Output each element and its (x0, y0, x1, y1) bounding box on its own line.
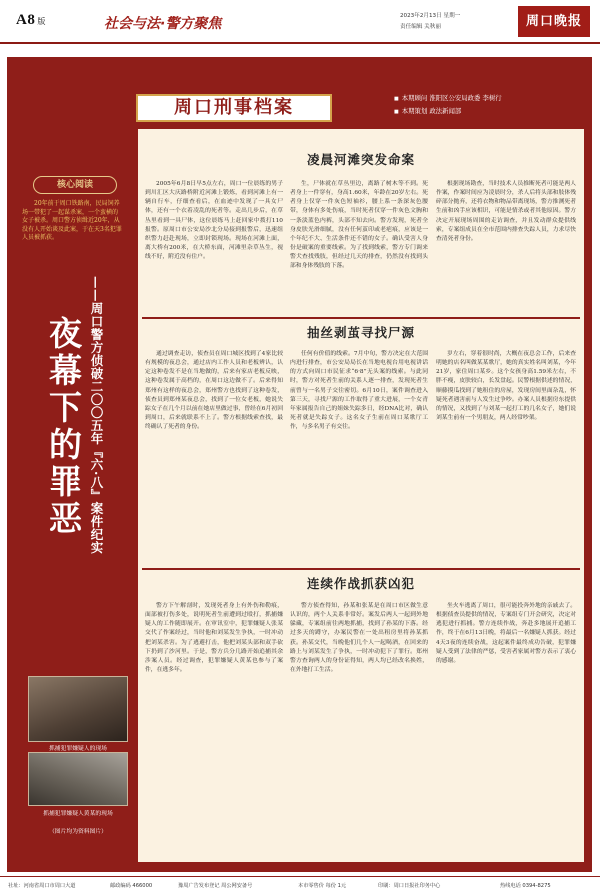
summary-text: 20年前于周口铁路南，民局饲养场一带犯了一起谋杀案，一个蛮横的女子被杀。周口警方侦缉近20年，从没有人开始谈及此案，于在天3名犯罪人员被抓获。 (22, 200, 122, 242)
page-footer (0, 876, 600, 893)
section2-col1: 通过调查走访，侦查员在周口城区找到了4家比较有规模的夜总会，通过店内工作人员和老板辨认，认定这种卷发不是在当地做的，后来有家店老板反映，这种卷发属于高档的，在周口这边做不了。后来得知郑州有这样的夜总会，郑州警方也找到了这种卷发，侦查员到郑州某夜总会，找到了一位女老板，她说失踪女子在几个月以前在她店里做过事，曾经在6月初回到周口，后来就联系不上了。警方根据线索查找，最终确认了死者的身份。 (145, 351, 283, 431)
section2-col2: 任何有价值的线索。7月中旬，警方决定在大范围内进行排查，市公安局局长在当地电视台用电视讲话的方式向周口市民征求“6·8”无头案的线索。与此同时，警方对死者生前的关系人逐一排查，发现死者生前曾与一名男子交往密切。6月10日，案件调查进入第三天，寻找尸源的工作取得了重大进展，一个女青年家属报告自己的姐妹失踪多日，经DNA比对，确认死者就是失踪女子。这名女子生前在周口某歌厅工作，与多名男子有交往。 (290, 351, 428, 431)
section-heading-1: 凌晨河滩突发命案 (138, 150, 584, 172)
section1-col3: 根据现场勘查，当时技术人员推断死者可能是两人作案，作案时间应为凌晨时分，杀人后将头部和肢体残碎部分抛弃，还将衣物和物品带离现场，警方推测死者生前和凶手应该相识，可能是情杀或者其他原因。警方决定开展现场周围的走访调查，并且发动群众提供线索，专案组成员在全市范围内排查失踪人员，力求尽快查清死者身份。 (436, 181, 576, 242)
photo2-caption: 抓捕犯罪嫌疑人黄某的现场 (43, 811, 113, 817)
arrest-photo-2 (28, 752, 128, 806)
footer-printer: 印刷：周口日报社印务中心 (378, 883, 441, 889)
section-name: 社会与法·警方聚焦 (104, 16, 222, 32)
section1-col1: 2005年6月8日早5点左右，周口一位晨练的男子到川汇区大庆路桥附近河滩上锻炼，看到河滩上有一辆自行车，仔细查看后，在血迹中发现了一具女尸体，还有一个衣着凌乱的死者等。走出几步后，在草丛里看到一具尸体，这位晨练马上赶回家中拨打110报警。原周口市公安局沙北分局接到报警后，迅速组织警力赶赴现场，立即封锁现场。现场在河滩上面，离大桥有200米，在大桥东面，河滩里杂草丛生，视线不好，附近没有住户。 (145, 181, 283, 261)
footer-postcode: 邮政编码 466000 (110, 883, 153, 889)
section3-col2: 警方侦查得知，孙某和张某是在周口市区做生意认识的，两个人关系非常好。案发后两人一起到外地躲藏，专案组前往两地抓捕，找到了孙某的下落。经过多天的蹲守，办案民警在一处出租房里将孙某抓获。孙某交代，当晚他们几个人一起喝酒，在回来的路上与刘某发生了争执，一时冲动犯下了罪行。郑州警方查询两人的身份证得知，两人均已经改名换姓，在外地打工生活。 (290, 603, 428, 674)
section3-col1: 警方下午解剖时，发现死者身上有外伤和勒痕，面部被打伤多处，说明死者生前遭到过殴打，抓捕嫌疑人的工作随即展开。在审讯室中，犯罪嫌疑人张某交代了作案经过，当时他和刘某发生争执，一时冲动把刘某杀害。为了逃避打击，他把刘某头部和双手砍下扔到了沙河里。于是，警方兵分几路开始追捕其余涉案人员。经过调查，犯罪嫌疑人黄某也参与了案件，在逃多年。 (145, 603, 283, 674)
vertical-title: 夜幕下的罪恶 (44, 316, 83, 538)
photo-credit: （图片均为资料图片） (49, 829, 107, 835)
section-heading-2: 抽丝剥茧寻找尸源 (138, 323, 584, 345)
date-line: 2023年2月13日 星期一 (400, 13, 461, 19)
vertical-subtitle: ——周口警方侦破二〇〇五年『六·八』案件纪实 (89, 276, 104, 554)
feature-credits (394, 92, 502, 118)
section3-col3: 坐火车逃离了周口，很可能投奔外地的亲戚去了。根据侦查员提供的情况，专案组专门开会研究，决定对逃犯进行抓捕。警方连续作战，奔赴多地展开追捕工作，终于在6月13日晚，将最后一名嫌疑人抓获。经过4天3夜的连续奋战，这起案件最终成功告破，犯罪嫌疑人受到了法律的严惩，受害者家属对警方表示了衷心的感谢。 (436, 603, 576, 664)
credit-planning: ■ 本期策划 政法新闻部 (394, 105, 502, 118)
newspaper-logo: 周口晚报 (518, 6, 590, 37)
section-divider-2 (142, 568, 580, 570)
footer-license: 豫周广告发布登记 周公网安备号 (178, 883, 253, 889)
footer-hotline: 热线电话 0394-8275 (500, 883, 551, 889)
page-header (0, 0, 600, 44)
footer-price: 本市零售价 每份 1元 (298, 883, 347, 889)
editor-line: 责任编辑 关秋丽 (400, 24, 441, 30)
page-number: A8 版 (16, 12, 46, 28)
footer-address: 社址：河南省周口市周口大道 (8, 883, 76, 889)
section-heading-3: 连续作战抓获凶犯 (138, 574, 584, 596)
credit-advisor: ■ 本期顾问 淮阳区公安局政委 李树行 (394, 92, 502, 105)
section2-col3: 岁左右，穿着很时尚，大概在夜总会工作，后来查明她的店名叫做某某歌厅，她的真实姓名叫刘某，今年21岁，家住周口某乡。这个女孩身高1.59米左右，不胖不瘦，皮肤较白，长发盘起。民警根据供述的情况，顺藤摸瓜找到了她租住的房屋，发现房间里面杂乱，怀疑死者遇害前与人发生过争吵。办案人员根据房东提供的情况，又找到了与刘某一起打工的几名女子，她们说刘某生前有一个男朋友，两人经常吵架。 (436, 351, 576, 422)
core-read-label: 核心阅读 (33, 176, 117, 194)
photo1-caption: 抓捕犯罪嫌疑人的现场 (49, 746, 107, 752)
feature-banner: 周口刑事档案 (133, 91, 335, 125)
section1-col2: 生，尸体就在草丛里边，离路了树木等不到。死者身上一件穿有，身高1.60米，年龄在20岁左右。死者身上仅穿一件灰色短袖衫，腰上系一条深灰色腰带，身体有多处伤痕，当时死者仅穿一件灰色文胸和一条淡蓝色内裤，头部不知去向。警方发现，死者全身皮肤光滑细腻，没有任何茧印或老疤痕，应该是一个年纪不大、生活条件还不错的女子。确认受害人身份是破案的重要线索。为了找到线索，警方专门调来警犬查找残肢，但经过几天的排查，仍然没有找到头部和身体残肢的下落。 (290, 181, 428, 270)
arrest-photo-1 (28, 676, 128, 742)
section-divider-1 (142, 317, 580, 319)
